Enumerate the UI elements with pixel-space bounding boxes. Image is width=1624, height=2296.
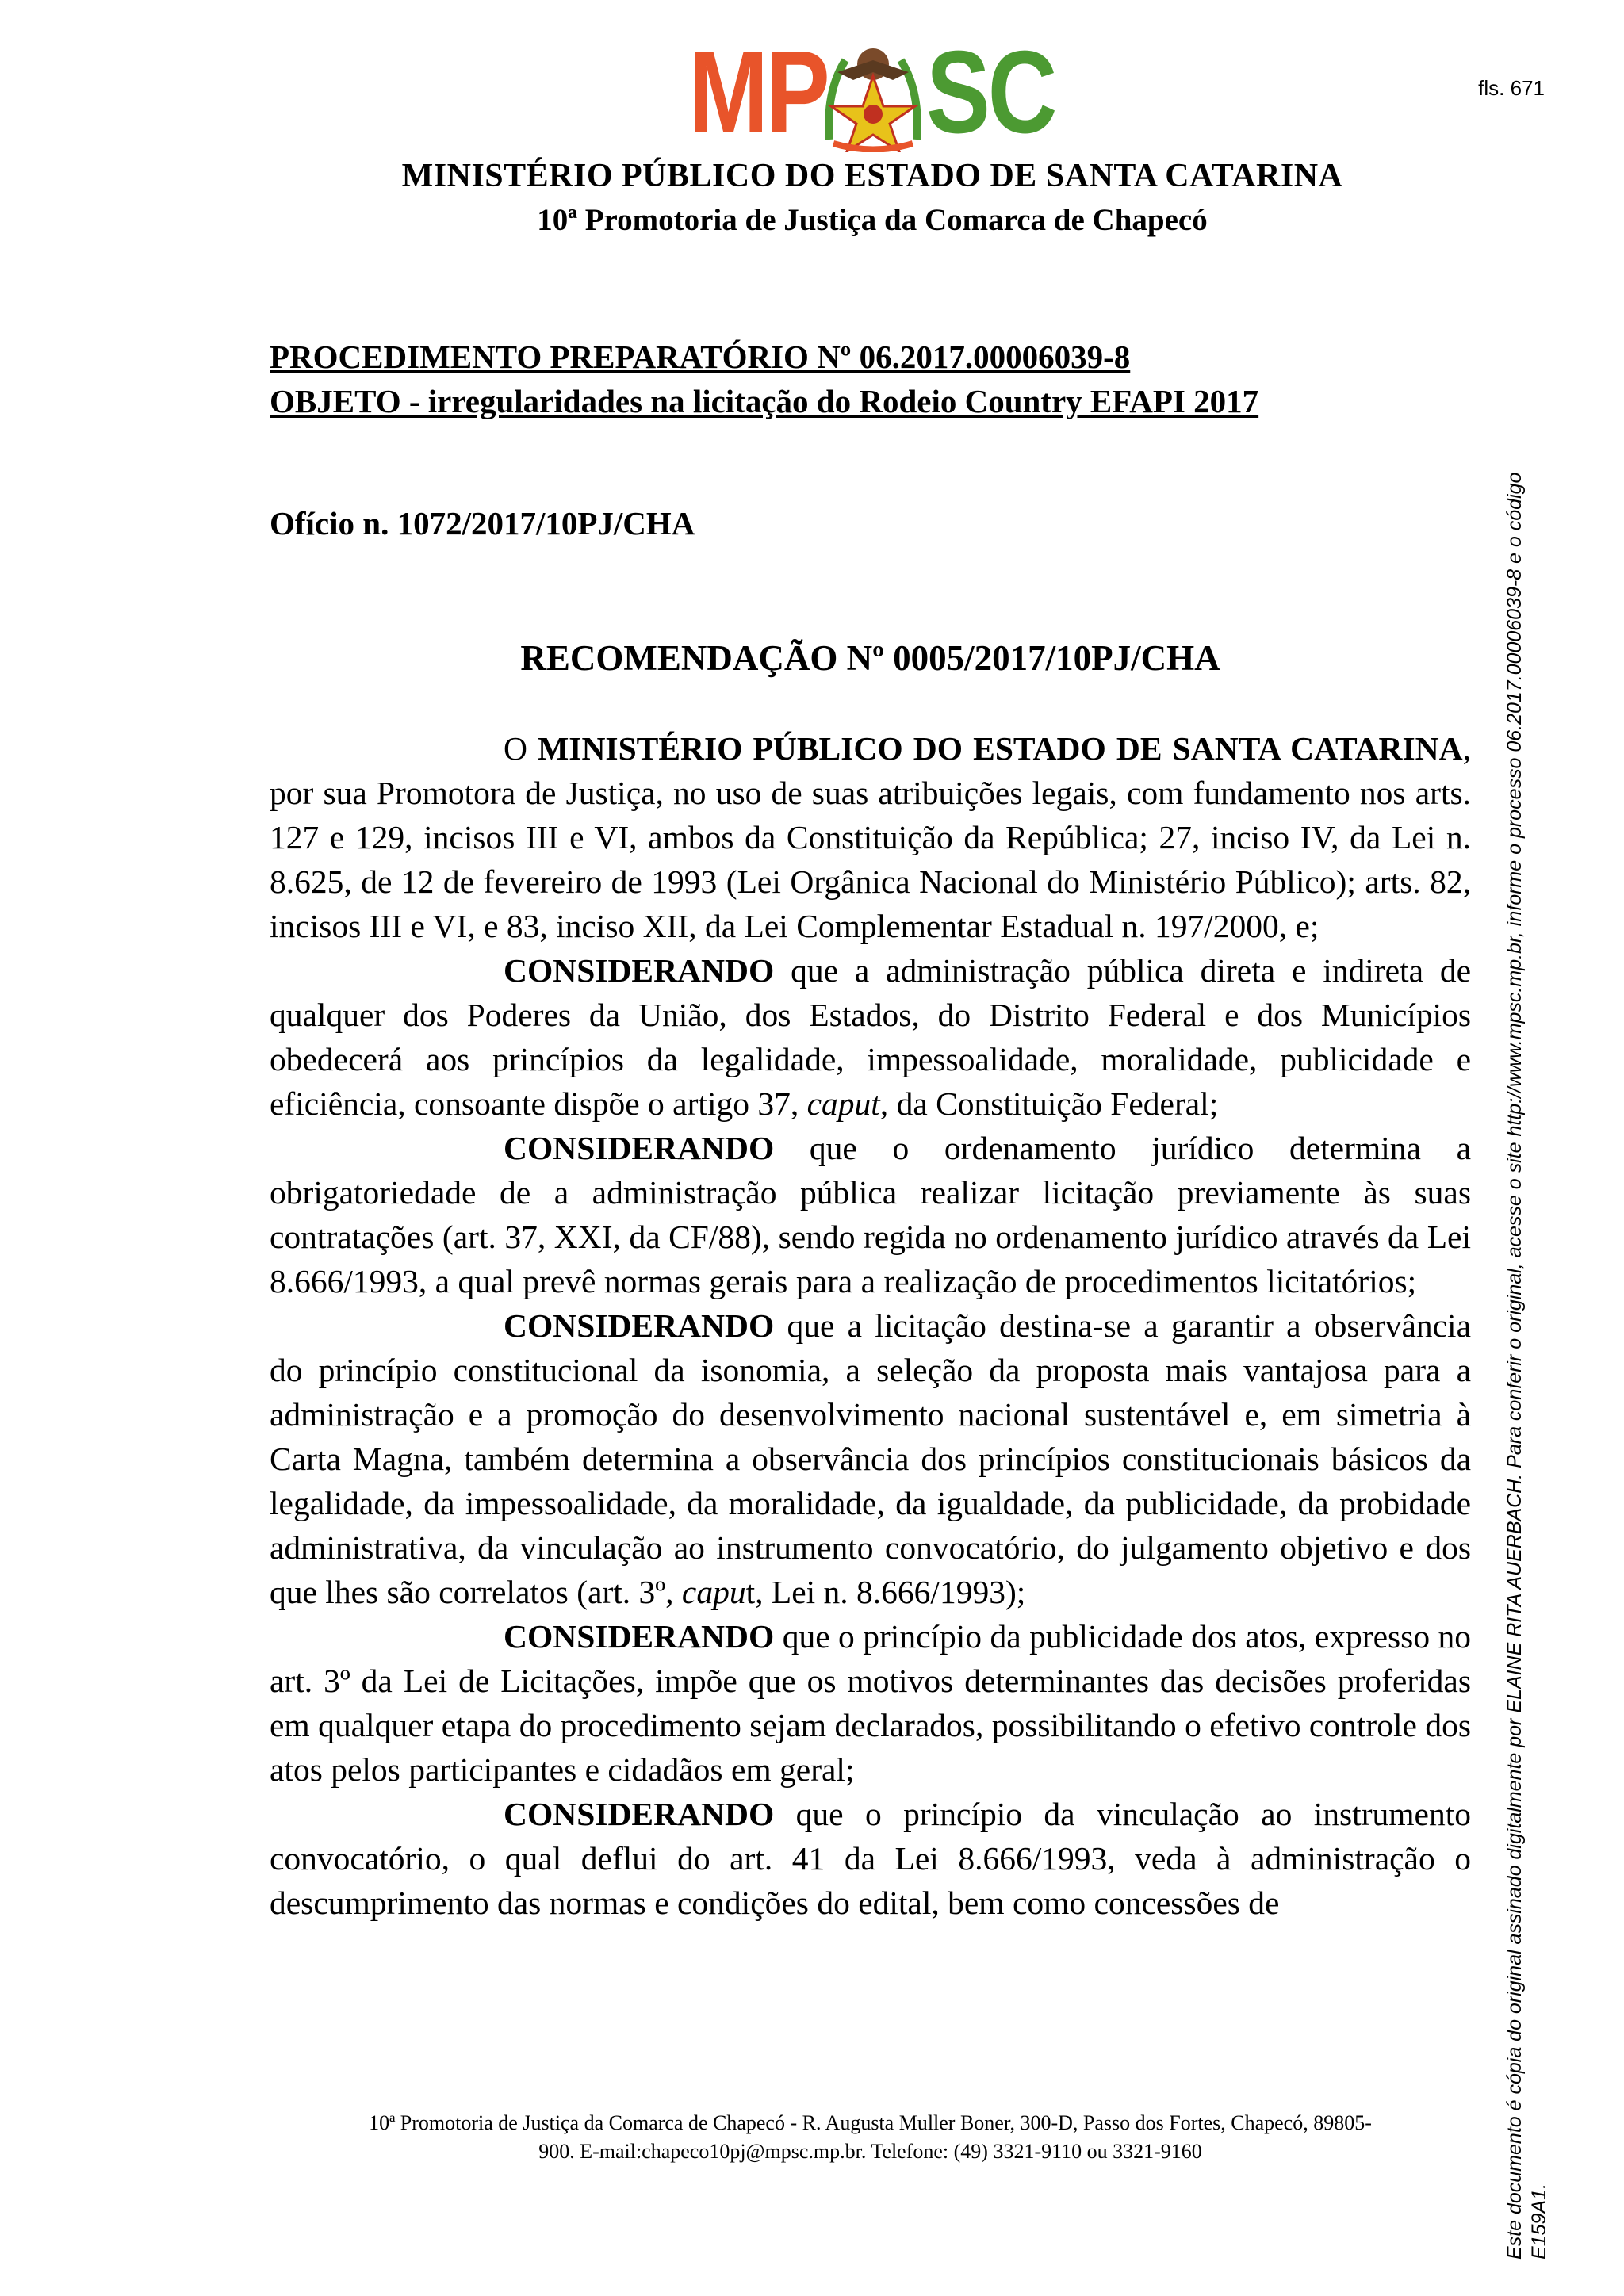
considerando-label: CONSIDERANDO — [504, 1130, 775, 1166]
paragraph-intro — [270, 726, 1471, 948]
considerando-2-text: que o ordenamento jurídico determina a obrigatoriedade de a administração pública realizar licitação previamente às suas contratações (art. 37, XXI, da CF/88), sendo regida no ordenamento jurídico através da Lei 8.666/1993, a qual prevê normas gerais para a realização de procedimentos licitatórios; — [270, 1130, 1471, 1299]
intro-org-name: MINISTÉRIO PÚBLICO DO ESTADO DE SANTA CATARINA — [538, 730, 1463, 767]
paragraph-considerando-1 — [270, 948, 1471, 1126]
signature-note-line2: E159A1. — [1528, 2183, 1550, 2260]
considerando-5-text: que o princípio da vinculação ao instrumento convocatório, o qual deflui do art. 41 da Lei 8.666/1993, veda à administração o descumprimento das normas e condições do edital, bem como concessões de — [270, 1796, 1471, 1921]
considerando-3-caput: capu — [681, 1574, 746, 1610]
considerando-label: CONSIDERANDO — [504, 1618, 775, 1655]
considerando-3-text: que a licitação destina-se a garantir a observância do princípio constitucional da isonomia, a seleção da proposta mais vantajosa para a administração e a promoção do desenvolvimento nacional sustentável e, em simetria à Carta Magna, também determina a observância dos princípios constitucionais básicos da legalidade, da impessoalidade, da moralidade, da igualdade, da publicidade, da probidade administrativa, da vinculação ao instrumento convocatório, do julgamento objetivo e dos que lhes são correlatos (art. 3º, — [270, 1307, 1471, 1610]
footer-contact: 900. E-mail:chapeco10pj@mpsc.mp.br. Telefone: (49) 3321-9110 ou 3321-9160 — [538, 2140, 1202, 2163]
considerando-4-text: que o princípio da publicidade dos atos, expresso no art. 3º da Lei de Licitações, impõe que os motivos determinantes das decisões proferidas em qualquer etapa do procedimento sejam declarados, possibilitando o efetivo controle dos atos pelos participantes e cidadãos em geral; — [270, 1618, 1471, 1788]
footer-address: 10ª Promotoria de Justiça da Comarca de Chapecó - R. Augusta Muller Boner, 300-D, Passo dos Fortes, Chapecó, 89805- — [369, 2111, 1372, 2134]
paragraph-considerando-3 — [270, 1303, 1471, 1614]
paragraph-considerando-2 — [270, 1126, 1471, 1303]
oficio-number: Ofício n. 1072/2017/10PJ/CHA — [270, 505, 695, 541]
intro-lead: O — [504, 730, 538, 767]
logo-sc-text: SC — [926, 27, 1055, 158]
digital-signature-note — [1503, 214, 1552, 2260]
considerando-label: CONSIDERANDO — [504, 952, 775, 989]
procedure-number: PROCEDIMENTO PREPARATÓRIO Nº 06.2017.00006039-8 — [270, 339, 1131, 375]
document-body — [270, 726, 1471, 1925]
page-number-label: fls. 671 — [1478, 76, 1545, 100]
considerando-label: CONSIDERANDO — [504, 1796, 775, 1832]
recommendation-title: RECOMENDAÇÃO Nº 0005/2017/10PJ/CHA — [520, 638, 1220, 678]
considerando-label: CONSIDERANDO — [504, 1307, 775, 1344]
mpsc-logo — [688, 27, 1055, 158]
intro-text: , por sua Promotora de Justiça, no uso de suas atribuições legais, com fundamento nos arts. 127 e 129, incisos III e VI, ambos da Constituição da República; 27, inciso IV, da Lei n. 8.625, de 12 de fevereiro de 1993 (Lei Orgânica Nacional do Ministério Público); arts. 82, incisos III e VI, e 83, inciso XII, da Lei Complementar Estadual n. 197/2000, e; — [270, 730, 1471, 944]
considerando-1-caput: caput, — [806, 1085, 889, 1122]
paragraph-considerando-4 — [270, 1614, 1471, 1792]
page-footer — [270, 2109, 1471, 2166]
considerando-1-end: da Constituição Federal; — [888, 1085, 1219, 1122]
procedure-object: OBJETO - irregularidades na licitação do Rodeio Country EFAPI 2017 — [270, 383, 1259, 419]
considerando-3-end: t, Lei n. 8.666/1993); — [745, 1574, 1026, 1610]
org-title: MINISTÉRIO PÚBLICO DO ESTADO DE SANTA CATARINA — [401, 158, 1343, 194]
paragraph-considerando-5 — [270, 1792, 1471, 1925]
coat-of-arms-icon — [822, 36, 925, 152]
signature-note-line1: Este documento é cópia do original assinado digitalmente por ELAINE RITA AUERBACH. Para conferir o original, acesse o site http://www.mpsc.mp.br, informe o processo 06.2017.00006039-8 e o código — [1503, 472, 1526, 2260]
considerando-1-text: que a administração pública direta e indireta de qualquer dos Poderes da União, dos Estados, do Distrito Federal e dos Municípios obedecerá aos princípios da legalidade, impessoalidade, moralidade, publicidade e eficiência, consoante dispõe o artigo 37, — [270, 952, 1471, 1122]
logo-mp-text: MP — [688, 27, 828, 158]
org-subtitle: 10ª Promotoria de Justiça da Comarca de Chapecó — [537, 203, 1208, 237]
